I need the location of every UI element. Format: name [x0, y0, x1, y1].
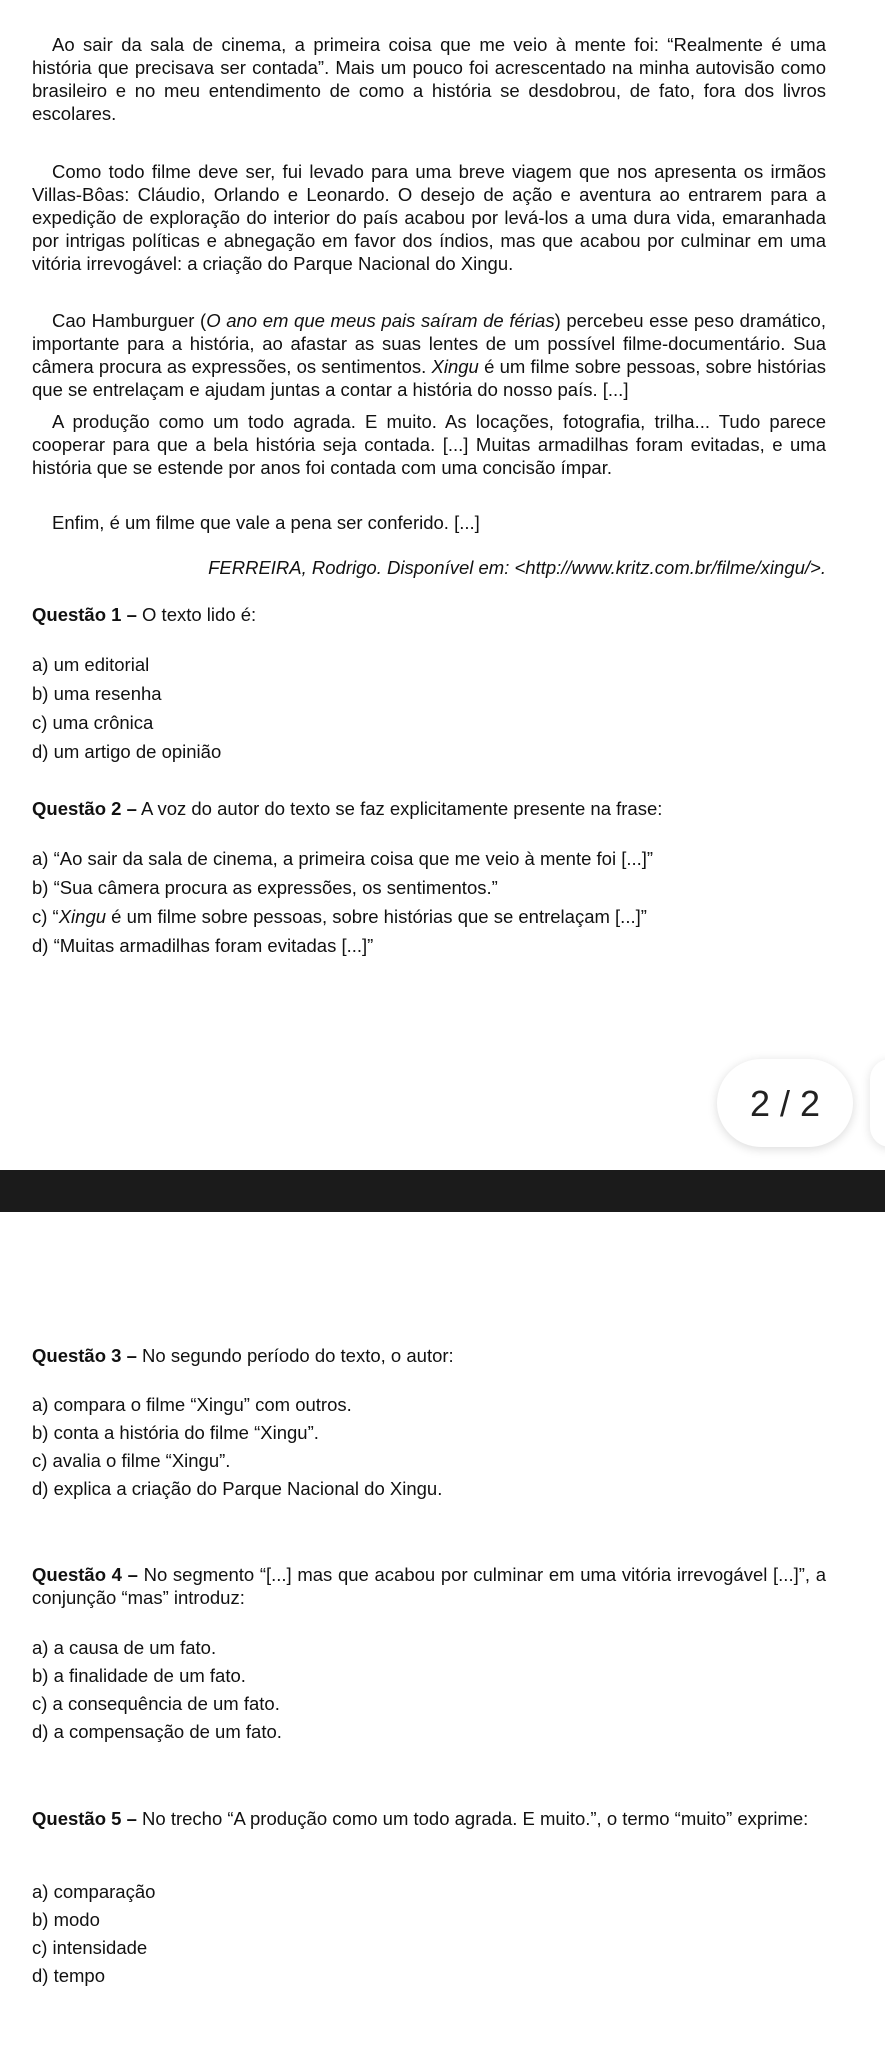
paragraph-1: Ao sair da sala de cinema, a primeira coisa que me veio à mente foi: “Realmente é uma história que precisava ser contada”. Mais um pouco foi acrescentado na minha autovisão como brasileiro e no meu entendimento de como a história se desdobrou, de fato, fora dos livros escolares. — [32, 34, 826, 124]
question-2-option-b: b) “Sua câmera procura as expressões, os sentimentos.” — [32, 877, 498, 898]
question-4-label: Questão 4 – — [32, 1564, 138, 1585]
question-2-option-d: d) “Muitas armadilhas foram evitadas [...]” — [32, 935, 374, 956]
question-4-option-c: c) a consequência de um fato. — [32, 1693, 280, 1714]
question-1-label: Questão 1 – — [32, 604, 137, 625]
question-5-title — [32, 1807, 826, 1830]
question-5-option-d: d) tempo — [32, 1965, 106, 1986]
paragraph-3-part-2: ) percebeu esse peso dramático, importante para a história, ao afastar as suas lentes de um possível filme-documentário. Sua câmera procura as expressões, os sentimentos. — [32, 310, 826, 377]
page-divider — [0, 1170, 885, 1212]
paragraph-3-xingu: Xingu — [431, 356, 479, 377]
question-5-option-c: c) intensidade — [32, 1937, 148, 1958]
question-1-option-b: b) uma resenha — [32, 683, 162, 704]
question-4-title — [32, 1563, 826, 1609]
question-3-option-a: a) compara o filme “Xingu” com outros. — [32, 1394, 352, 1415]
paragraph-3 — [32, 309, 826, 401]
question-3-option-b: b) conta a história do filme “Xingu”. — [32, 1422, 319, 1443]
question-5-text: No trecho “A produção como um todo agrada. E muito.”, o termo “muito” exprime: — [136, 1808, 809, 1829]
question-4-text: No segmento “[...] mas que acabou por culminar em uma vitória irrevogável [...]”, a conjunção “mas” introduz: — [32, 1564, 826, 1608]
question-2-option-c-pre: c) “ — [32, 906, 59, 927]
question-5-option-b: b) modo — [32, 1909, 100, 1930]
question-3-text: No segundo período do texto, o autor: — [136, 1345, 454, 1366]
citation: FERREIRA, Rodrigo. Disponível em: <http://www.kritz.com.br/filme/xingu/>. — [208, 557, 826, 578]
paragraph-2: Como todo filme deve ser, fui levado para uma breve viagem que nos apresenta os irmãos Villas-Bôas: Cláudio, Orlando e Leonardo. O desejo de ação e aventura ao entrarem para a expedição de exploração do interior do país acabou por levá-los a uma dura vida, emaranhada por intrigas políticas e abnegação em favor dos índios, mas que acabou por culminar em uma vitória irrevogável: a criação do Parque Nacional do Xingu. — [32, 161, 826, 274]
question-3-option-c: c) avalia o filme “Xingu”. — [32, 1450, 231, 1471]
question-4-option-d: d) a compensação de um fato. — [32, 1721, 282, 1742]
question-2-option-c — [32, 905, 826, 928]
paragraph-5: Enfim, é um filme que vale a pena ser conferido. [...] — [52, 512, 480, 533]
question-1-text: O texto lido é: — [136, 604, 257, 625]
question-4-option-b: b) a finalidade de um fato. — [32, 1665, 246, 1686]
question-2-text: A voz do autor do texto se faz explicitamente presente na frase: — [136, 798, 663, 819]
question-3-label: Questão 3 – — [32, 1345, 137, 1366]
question-5-option-a: a) comparação — [32, 1881, 156, 1902]
question-1-option-a: a) um editorial — [32, 654, 150, 675]
paragraph-4: A produção como um todo agrada. E muito. As locações, fotografia, trilha... Tudo parece cooperar para que a bela história seja contada. [...] Muitas armadilhas foram evitadas, e uma história que se estende por anos foi contada com uma concisão ímpar. — [32, 411, 826, 478]
question-5-label: Questão 5 – — [32, 1808, 137, 1829]
question-2-label: Questão 2 – — [32, 798, 137, 819]
question-2-title — [32, 797, 826, 820]
page-indicator-edge — [870, 1059, 885, 1147]
question-3-option-d: d) explica a criação do Parque Nacional do Xingu. — [32, 1478, 443, 1499]
paragraph-3-part-3: é um filme sobre pessoas, sobre histórias que se entrelaçam e ajudam juntas a contar a história do nosso país. [...] — [32, 356, 826, 400]
question-2-option-c-xingu: Xingu — [58, 906, 107, 927]
question-1-option-c: c) uma crônica — [32, 712, 154, 733]
page-indicator-text: 2 / 2 — [749, 1082, 821, 1124]
question-1-option-d: d) um artigo de opinião — [32, 741, 222, 762]
question-1-title — [32, 603, 826, 626]
paragraph-3-film-title: O ano em que meus pais saíram de férias — [206, 310, 555, 331]
question-2-option-c-post: é um filme sobre pessoas, sobre histórias que se entrelaçam [...]” — [106, 906, 647, 927]
question-2-option-a: a) “Ao sair da sala de cinema, a primeira coisa que me veio à mente foi [...]” — [32, 848, 654, 869]
paragraph-3-part-1: Cao Hamburguer ( — [52, 310, 207, 331]
question-3-title — [32, 1344, 826, 1367]
question-4-option-a: a) a causa de um fato. — [32, 1637, 217, 1658]
page-indicator[interactable] — [717, 1059, 853, 1147]
